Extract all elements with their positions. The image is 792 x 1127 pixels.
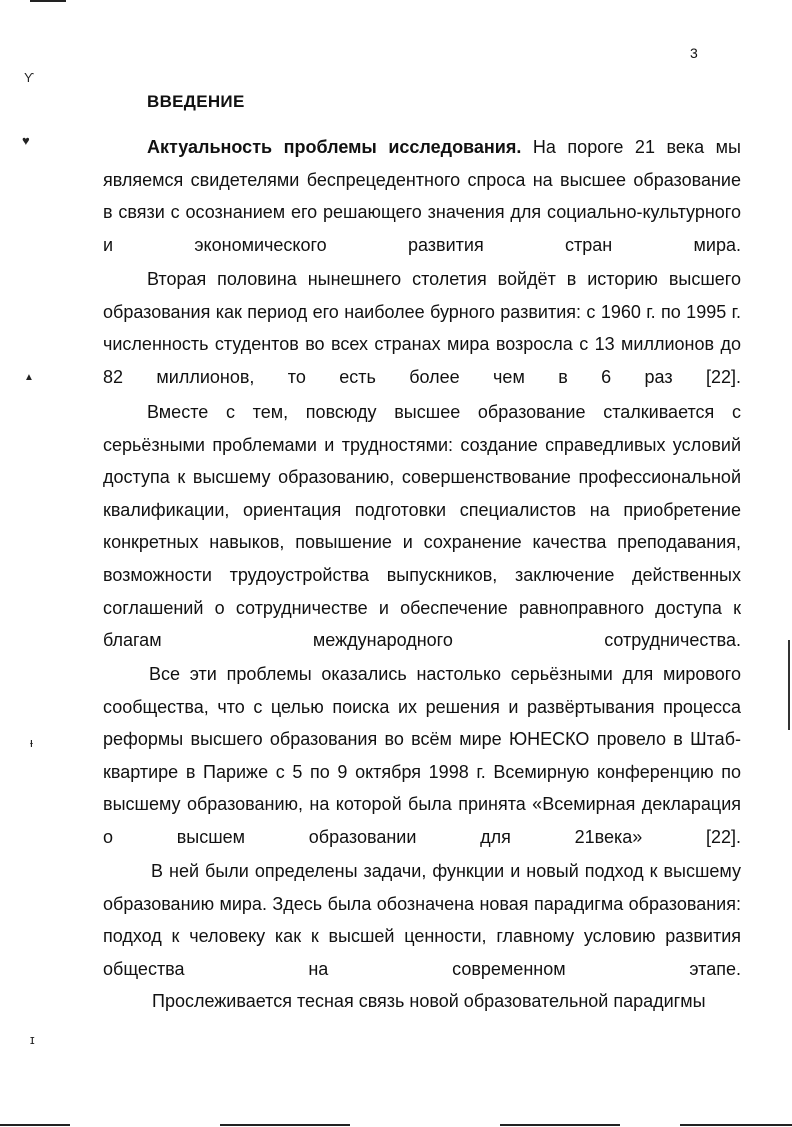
paragraph-4 — [103, 658, 741, 854]
margin-mark-1: ϒ — [24, 70, 35, 85]
scan-artifact-bottom-3 — [500, 1124, 620, 1126]
scan-artifact-top — [30, 0, 66, 2]
margin-mark-5: ɪ — [30, 1032, 35, 1047]
margin-mark-3: ▲ — [24, 372, 34, 383]
paragraph-5-text: В ней были определены задачи, функции и новый подход к высшему образованию мира. Здесь была обозначена новая парадигма образования: подход к человеку как к высшей ценности, главному условию развития общества на современном этапе. — [103, 861, 741, 979]
paragraph-4-text: Все эти проблемы оказались настолько серьёзными для мирового сообщества, что с целью поиска их решения и развёртывания процесса реформы высшего образования во всём мире ЮНЕСКО провело в Штаб-квартире в Париже с 5 по 9 октября 1998 г. Всемирную конференцию по высшему образованию, на которой была принята «Всемирная декларация о высшем образовании для 21века» [22]. — [103, 664, 741, 847]
paragraph-3-text: Вместе с тем, повсюду высшее образование сталкивается с серьёзными проблемами и трудностями: создание справедливых условий доступа к высшему образованию, совершенствование профессиональной квалификации, ориентация подготовки специалистов на приобретение конкретных навыков, повышение и сохранение качества преподавания, возможности трудоустройства выпускников, заключение действенных соглашений о сотрудничестве и обеспечение равноправного доступа к благам международного сотрудничества. — [103, 402, 741, 651]
paragraph-1 — [103, 131, 741, 261]
paragraph-3 — [103, 396, 741, 657]
scan-artifact-bottom-2 — [220, 1124, 350, 1126]
margin-mark-4: ᵻ — [30, 735, 33, 750]
paragraph-6-text: Прослеживается тесная связь новой образовательной парадигмы — [152, 991, 706, 1011]
scan-artifact-bottom-1 — [0, 1124, 70, 1126]
section-heading: ВВЕДЕНИЕ — [147, 92, 245, 111]
paragraph-6 — [103, 985, 741, 1018]
page-number: 3 — [690, 45, 698, 61]
scan-artifact-bottom-4 — [680, 1124, 792, 1126]
paragraph-2 — [103, 263, 741, 393]
margin-mark-2: ♥ — [22, 133, 30, 148]
scan-artifact-right-edge — [788, 640, 790, 730]
paragraph-2-text: Вторая половина нынешнего столетия войдёт в историю высшего образования как период его наиболее бурного развития: с 1960 г. по 1995 г. численность студентов во всех странах мира возросла с 13 миллионов до 82 миллионов, то есть более чем в 6 раз [22]. — [103, 269, 741, 387]
paragraph-1-text: На пороге 21 века мы являемся свидетелями беспрецедентного спроса на высшее образование в связи с осознанием его решающего значения для социально-культурного и экономического развития стран мира. — [103, 137, 741, 255]
paragraph-1-bold-lead: Актуальность проблемы исследования. — [147, 137, 522, 157]
paragraph-5 — [103, 855, 741, 985]
